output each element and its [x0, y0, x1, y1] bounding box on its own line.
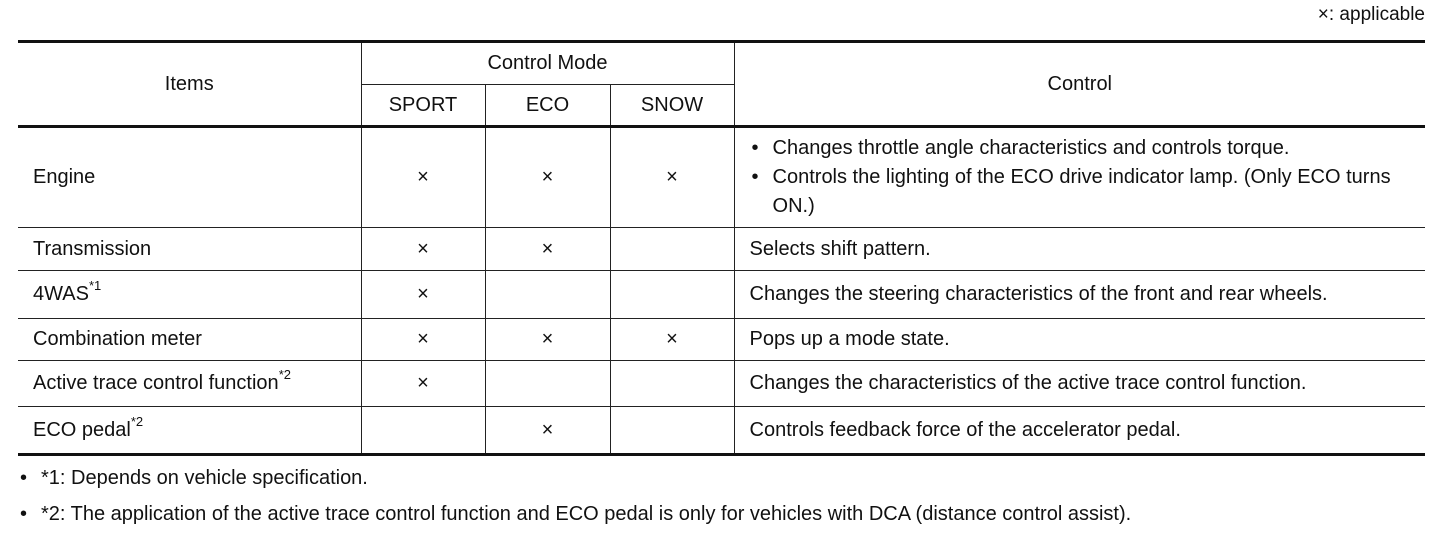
table-row-combination-meter	[18, 319, 1425, 361]
footnote-ref: *2	[278, 367, 291, 382]
item-cell	[18, 407, 361, 455]
mode-mark-sport: ×	[361, 271, 485, 319]
mode-mark-snow: ×	[610, 127, 734, 228]
footnote-item: • *2: The application of the active trace control function and ECO pedal is only for vehicles with DCA (distance control assist).	[18, 500, 1131, 536]
mode-mark-eco: ×	[485, 319, 610, 361]
mode-mark-snow	[610, 228, 734, 271]
item-cell	[18, 271, 361, 319]
mode-mark-snow	[610, 271, 734, 319]
item-label: 4WAS	[33, 283, 89, 305]
footnote-ref: *2	[130, 413, 144, 429]
mode-mark-sport: ×	[361, 361, 485, 407]
mode-mark-snow	[610, 407, 734, 455]
item-cell	[18, 228, 361, 271]
item-cell	[18, 361, 361, 407]
header-row-1	[18, 42, 1425, 85]
footnote-item: • *1: Depends on vehicle specification.	[18, 464, 1131, 500]
footnotes	[18, 464, 1131, 536]
table-row-4was	[18, 271, 1425, 319]
header-control: Control	[734, 42, 1425, 127]
legend-symbol: ×	[1317, 4, 1329, 25]
mode-mark-eco: ×	[485, 127, 610, 228]
table-row-engine	[18, 127, 1425, 228]
mode-mark-eco: ×	[485, 407, 610, 455]
table-row-eco-pedal	[18, 407, 1425, 455]
header-items: Items	[18, 42, 361, 127]
control-mode-table	[18, 40, 1425, 456]
mode-mark-snow	[610, 361, 734, 407]
item-label: Transmission	[33, 237, 152, 260]
item-label: Engine	[33, 166, 96, 188]
control-cell: Controls feedback force of the accelerator pedal.	[734, 407, 1425, 455]
item-cell	[18, 127, 361, 228]
item-cell	[18, 319, 361, 361]
mode-mark-eco: ×	[485, 228, 610, 271]
control-cell: Selects shift pattern.	[734, 228, 1425, 271]
table-row-transmission	[18, 228, 1425, 271]
control-bullet: • Controls the lighting of the ECO drive indicator lamp. (Only ECO turns ON.)	[750, 163, 1418, 221]
mode-mark-snow: ×	[610, 319, 734, 361]
control-bullet-list	[750, 134, 1418, 221]
mode-mark-eco	[485, 361, 610, 407]
mode-mark-eco	[485, 271, 610, 319]
table-row-active-trace	[18, 361, 1425, 407]
legend-text: : applicable	[1328, 4, 1425, 25]
mode-mark-sport: ×	[361, 228, 485, 271]
header-control-mode: Control Mode	[361, 42, 734, 85]
control-cell	[734, 127, 1425, 228]
mode-mark-sport	[361, 407, 485, 455]
control-cell: Changes the characteristics of the active trace control function.	[734, 361, 1425, 407]
mode-mark-sport: ×	[361, 319, 485, 361]
control-cell: Pops up a mode state.	[734, 319, 1425, 361]
mode-mark-sport: ×	[361, 127, 485, 228]
header-mode-sport: SPORT	[361, 85, 485, 127]
control-cell: Changes the steering characteristics of the front and rear wheels.	[734, 271, 1425, 319]
item-label: ECO pedal	[33, 418, 131, 441]
item-label: Active trace control function	[33, 372, 279, 394]
applicable-legend	[1318, 4, 1425, 26]
control-bullet: • Changes throttle angle characteristics and controls torque.	[750, 134, 1418, 163]
header-mode-eco: ECO	[485, 85, 610, 127]
item-label: Combination meter	[33, 328, 202, 350]
header-mode-snow: SNOW	[610, 85, 734, 127]
footnote-ref: *1	[88, 278, 102, 293]
